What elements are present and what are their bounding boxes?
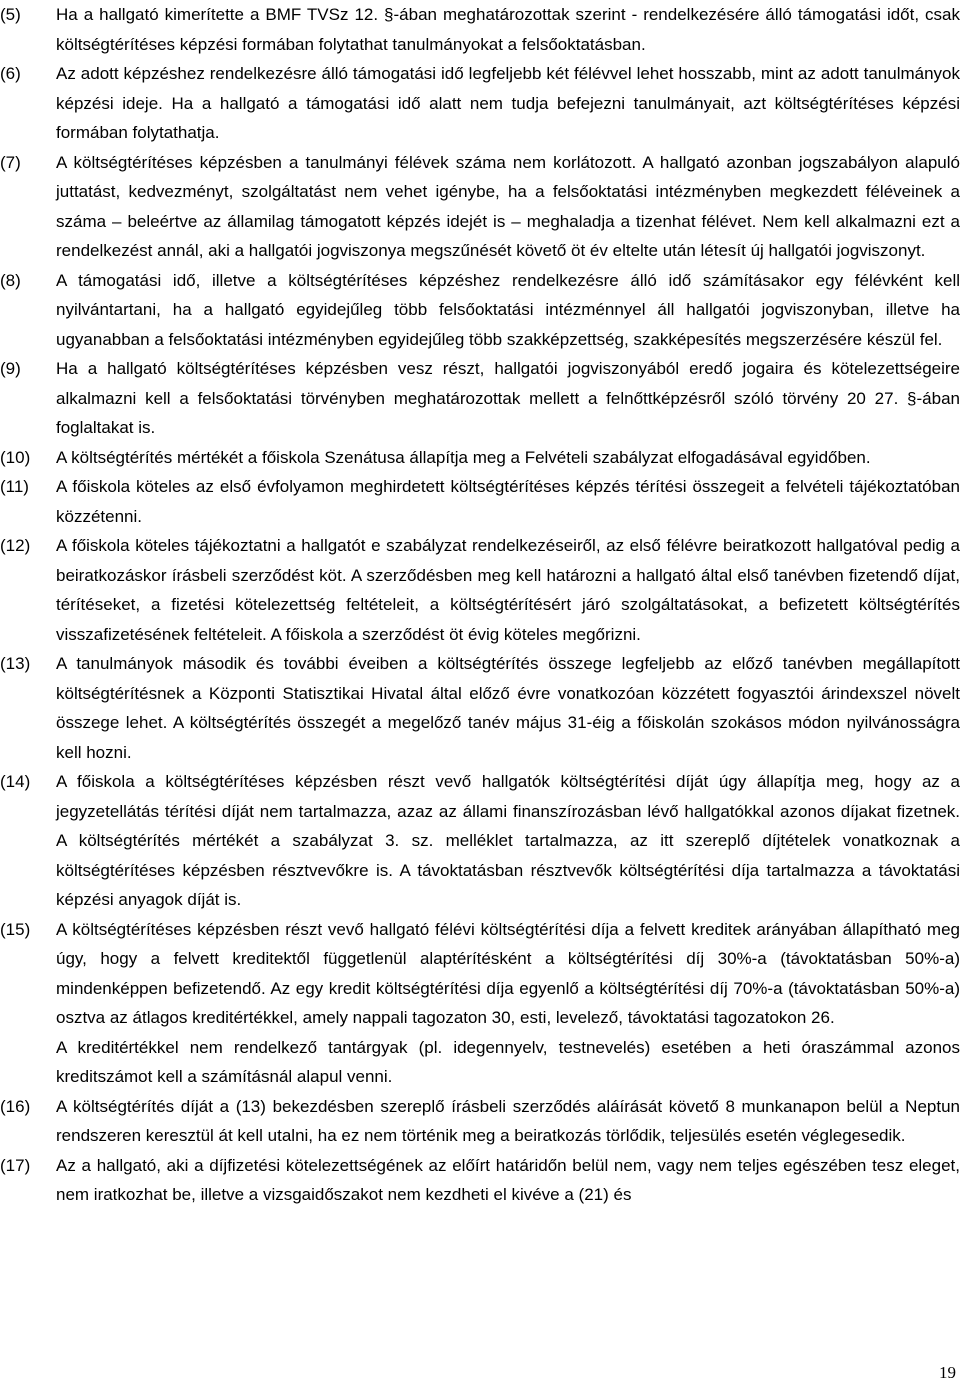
paragraph-number: (8) <box>0 270 21 290</box>
paragraph-text: A kreditértékkel nem rendelkező tantárgyak (pl. idegennyelv, testnevelés) esetében a heti óraszámmal azonos kreditszámot kell a számításnál alapul venni. <box>56 1037 960 1086</box>
paragraph-text: Az a hallgató, aki a díjfizetési kötelezettségének az előírt határidőn belül nem, vagy nem teljes egészében tesz eleget, nem iratkozhat be, illetve a vizsgaidőszakot nem kezdheti el kivéve a (21) és <box>56 1155 960 1204</box>
paragraph-9 <box>0 354 960 443</box>
paragraph-number: (6) <box>0 64 21 83</box>
paragraph-number: (5) <box>0 5 21 24</box>
paragraph-number: (12) <box>0 536 31 555</box>
paragraph-5 <box>0 0 960 59</box>
paragraph-number: (16) <box>0 1096 31 1116</box>
paragraph-number: (13) <box>0 654 31 673</box>
paragraph-text: A támogatási idő, illetve a költségtérítéses képzéshez rendelkezésre álló idő számításakor egy félévként kell nyilvántartani, ha a hallgató egyidejűleg több felsőoktatási intézménnyel áll hallgatói jogviszonyban, illetve ha ugyanabban a felsőoktatási intézményben egyidejűleg több szakképzettség, szakképesítés megszerzésére készül fel. <box>56 270 960 349</box>
paragraph-number: (17) <box>0 1155 31 1175</box>
paragraph-text: A költségtérítéses képzésben a tanulmányi félévek száma nem korlátozott. A hallgató azonban jogszabályon alapuló juttatást, kedvezményt, szolgáltatást nem vehet igénybe, ha a felsőoktatási intézményben megkezdett féléveinek a száma – beleértve az államilag támogatott képzés idejét is – meghaladja a tizenhat félévet. Nem kell alkalmazni ezt a rendelkezést annál, aki a hallgatói jogviszonya megszűnését követő öt év eltelte után létesít új hallgatói jogviszonyt. <box>56 152 960 260</box>
paragraph-number: (15) <box>0 919 31 939</box>
paragraph-number: (11) <box>0 477 29 496</box>
paragraph-16 <box>0 1092 960 1151</box>
paragraph-number: (10) <box>0 447 31 467</box>
paragraph-text: Az adott képzéshez rendelkezésre álló támogatási idő legfeljebb két félévvel lehet hosszabb, mint az adott tanulmányok képzési ideje. Ha a hallgató a támogatási idő alatt nem tudja befejezni tanulmányait, azt költségtérítéses képzési formában folytathatja. <box>56 64 960 142</box>
paragraph-text: A költségtérítés mértékét a főiskola Szenátusa állapítja meg a Felvételi szabályzat elfogadásával egyidőben. <box>56 447 871 467</box>
paragraph-10 <box>0 443 960 473</box>
paragraph-11 <box>0 472 960 531</box>
paragraph-text: Ha a hallgató kimerítette a BMF TVSz 12. §-ában meghatározottak szerint - rendelkezésére álló támogatási időt, csak költségtérítéses képzési formában folytathat tanulmányokat a felsőoktatásban. <box>56 5 960 54</box>
paragraph-number: (14) <box>0 772 31 791</box>
paragraph-12 <box>0 531 960 649</box>
paragraph-text: A főiskola köteles az első évfolyamon meghirdetett költségtérítéses képzés térítési összegeit a felvételi tájékoztatóban közzétenni. <box>56 477 960 526</box>
paragraph-15 <box>0 915 960 1033</box>
paragraph-text: A költségtérítéses képzésben részt vevő hallgató félévi költségtérítési díja a felvett kreditek arányában állapítható meg úgy, hogy a felvett kreditektől függetlenül alaptérítésként a költségtérítési díj 30%-a (távoktatásban 50%-a) mindenképpen befizetendő. Az egy kredit költségtérítési díja egyenlő a költségtérítési díj 70%-a (távoktatásban 50%-a) osztva az átlagos kreditértékkel, amely nappali tagozaton 30, esti, levelező, távoktatási tagozatokon 26. <box>56 919 960 1027</box>
paragraph-number: (7) <box>0 152 21 172</box>
paragraph-number: (9) <box>0 359 21 378</box>
paragraph-text: A tanulmányok második és további éveiben a költségtérítés összege legfeljebb az előző tanévben megállapított költségtérítésnek a Központi Statisztikai Hivatal által előző évre vonatkozóan közzétett fogyasztói árindexszel növelt összege lehet. A költségtérítés összegét a megelőző tanév május 31-éig a főiskolán szokásos módon nyilvánosságra kell hozni. <box>56 654 960 762</box>
paragraph-text: A költségtérítés díját a (13) bekezdésben szereplő írásbeli szerződés aláírását követő 8 munkanapon belül a Neptun rendszeren keresztül át kell utalni, ha ez nem történik meg a beiratkozás törlődik, teljesülés esetén véglegesedik. <box>56 1096 960 1145</box>
paragraph-text: A főiskola köteles tájékoztatni a hallgatót e szabályzat rendelkezéseiről, az első félévre beiratkozott hallgatóval pedig a beiratkozáskor írásbeli szerződést köt. A szerződésben meg kell határozni a hallgató által első tanévben fizetendő díjat, térítéseket, a fizetési kötelezettség feltételeit, a költségtérítésért járó szolgáltatásokat, a befizetett költségtérítés visszafizetésének feltételeit. A főiskola a szerződést öt évig köteles megőrizni. <box>56 536 960 644</box>
paragraph-13 <box>0 649 960 767</box>
paragraph-6 <box>0 59 960 148</box>
paragraph-text: A főiskola a költségtérítéses képzésben részt vevő hallgatók költségtérítési díját úgy állapítja meg, hogy az a jegyzetellátás térítési díját nem tartalmazza, azaz az állami finanszírozásban lévő hallgatókkal azonos díjakat fizetnek. A költségtérítés mértékét a szabályzat 3. sz. melléklet tartalmazza, az itt szereplő díjtételek vonatkoznak a költségtérítéses képzésben résztvevőkre is. A távoktatásban résztvevők költségtérítési díja tartalmazza a távoktatási képzési anyagok díját is. <box>56 772 960 909</box>
paragraph-8 <box>0 266 960 355</box>
paragraph-text: Ha a hallgató költségtérítéses képzésben vesz részt, hallgatói jogviszonyából eredő jogaira és kötelezettségeire alkalmazni kell a felsőoktatási törvényben meghatározottak mellett a felnőttképzésről szóló törvény 20 27. §-ában foglaltakat is. <box>56 359 960 437</box>
paragraph-14 <box>0 767 960 915</box>
paragraph-15-continuation <box>0 1033 960 1092</box>
paragraph-17 <box>0 1151 960 1210</box>
paragraph-7 <box>0 148 960 266</box>
page-number: 19 <box>939 1363 956 1382</box>
